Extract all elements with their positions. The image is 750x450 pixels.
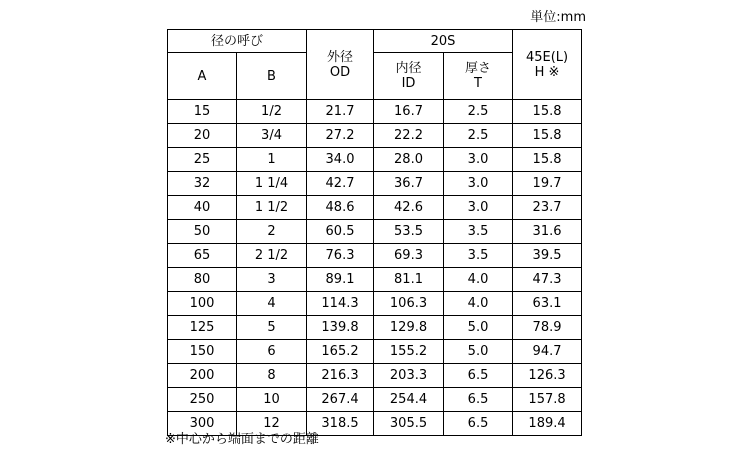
table-row: [168, 316, 582, 340]
cell-t: 3.0: [444, 172, 513, 196]
cell-h: 126.3: [513, 364, 582, 388]
cell-t: 5.0: [444, 340, 513, 364]
table-row: [168, 148, 582, 172]
table-row: [168, 100, 582, 124]
header-outer-diameter: [307, 30, 374, 100]
cell-a: 50: [168, 220, 237, 244]
cell-h: 19.7: [513, 172, 582, 196]
cell-h: 15.8: [513, 148, 582, 172]
cell-h: 23.7: [513, 196, 582, 220]
cell-id: 155.2: [374, 340, 444, 364]
cell-a: 250: [168, 388, 237, 412]
cell-t: 3.5: [444, 244, 513, 268]
cell-b: 4: [237, 292, 307, 316]
cell-h: 15.8: [513, 124, 582, 148]
header-id-abbr: ID: [401, 76, 416, 91]
cell-b: 1: [237, 148, 307, 172]
cell-t: 5.0: [444, 316, 513, 340]
cell-a: 65: [168, 244, 237, 268]
cell-od: 216.3: [307, 364, 374, 388]
header-thickness: [444, 53, 513, 100]
cell-a: 40: [168, 196, 237, 220]
cell-a: 300: [168, 412, 237, 436]
table-row: [168, 292, 582, 316]
cell-id: 129.8: [374, 316, 444, 340]
cell-h: 78.9: [513, 316, 582, 340]
cell-h: 39.5: [513, 244, 582, 268]
cell-t: 4.0: [444, 292, 513, 316]
header-height: [513, 30, 582, 100]
cell-od: 267.4: [307, 388, 374, 412]
table-row: [168, 220, 582, 244]
cell-od: 139.8: [307, 316, 374, 340]
cell-id: 254.4: [374, 388, 444, 412]
header-row-1: [168, 30, 582, 53]
header-b: B: [237, 53, 307, 100]
cell-od: 42.7: [307, 172, 374, 196]
cell-od: 114.3: [307, 292, 374, 316]
table-row: [168, 172, 582, 196]
cell-id: 305.5: [374, 412, 444, 436]
cell-id: 203.3: [374, 364, 444, 388]
cell-b: 2: [237, 220, 307, 244]
table-row: [168, 268, 582, 292]
cell-h: 31.6: [513, 220, 582, 244]
header-h-abbr: H ※: [534, 64, 560, 80]
cell-a: 125: [168, 316, 237, 340]
cell-id: 16.7: [374, 100, 444, 124]
cell-t: 3.5: [444, 220, 513, 244]
cell-b: 8: [237, 364, 307, 388]
header-id-label: 内径: [395, 61, 422, 76]
table-row: [168, 388, 582, 412]
cell-od: 165.2: [307, 340, 374, 364]
cell-b: 5: [237, 316, 307, 340]
cell-t: 6.5: [444, 388, 513, 412]
cell-a: 25: [168, 148, 237, 172]
cell-id: 42.6: [374, 196, 444, 220]
cell-a: 200: [168, 364, 237, 388]
table-row: [168, 124, 582, 148]
cell-id: 22.2: [374, 124, 444, 148]
cell-b: 12: [237, 412, 307, 436]
cell-a: 32: [168, 172, 237, 196]
cell-t: 3.0: [444, 196, 513, 220]
cell-b: 6: [237, 340, 307, 364]
cell-t: 6.5: [444, 412, 513, 436]
cell-h: 94.7: [513, 340, 582, 364]
cell-od: 76.3: [307, 244, 374, 268]
cell-t: 4.0: [444, 268, 513, 292]
table-row: [168, 244, 582, 268]
pipe-dimension-table: [167, 29, 582, 436]
cell-od: 21.7: [307, 100, 374, 124]
header-nominal-size: 径の呼び: [168, 30, 307, 53]
cell-id: 81.1: [374, 268, 444, 292]
cell-a: 100: [168, 292, 237, 316]
header-a: A: [168, 53, 237, 100]
cell-h: 157.8: [513, 388, 582, 412]
cell-t: 3.0: [444, 148, 513, 172]
cell-id: 36.7: [374, 172, 444, 196]
cell-t: 2.5: [444, 100, 513, 124]
cell-a: 15: [168, 100, 237, 124]
table-row: [168, 196, 582, 220]
cell-h: 63.1: [513, 292, 582, 316]
cell-h: 189.4: [513, 412, 582, 436]
unit-label: 単位:mm: [530, 10, 586, 25]
cell-t: 2.5: [444, 124, 513, 148]
cell-id: 28.0: [374, 148, 444, 172]
table-row: [168, 364, 582, 388]
header-od-abbr: OD: [329, 64, 351, 80]
header-schedule: 20S: [374, 30, 513, 53]
cell-b: 3/4: [237, 124, 307, 148]
footnote: ※中心から端面までの距離: [165, 432, 319, 447]
cell-a: 20: [168, 124, 237, 148]
cell-od: 89.1: [307, 268, 374, 292]
cell-od: 34.0: [307, 148, 374, 172]
cell-b: 2 1/2: [237, 244, 307, 268]
cell-t: 6.5: [444, 364, 513, 388]
cell-id: 53.5: [374, 220, 444, 244]
header-inner-diameter: [374, 53, 444, 100]
cell-od: 318.5: [307, 412, 374, 436]
header-t-abbr: T: [474, 76, 482, 91]
cell-h: 47.3: [513, 268, 582, 292]
cell-a: 150: [168, 340, 237, 364]
cell-b: 3: [237, 268, 307, 292]
cell-a: 80: [168, 268, 237, 292]
cell-od: 48.6: [307, 196, 374, 220]
cell-b: 1 1/2: [237, 196, 307, 220]
cell-b: 1 1/4: [237, 172, 307, 196]
header-h-label: 45E(L): [525, 49, 569, 65]
header-t-label: 厚さ: [465, 61, 492, 76]
header-od-label: 外径: [327, 49, 354, 65]
cell-b: 1/2: [237, 100, 307, 124]
cell-b: 10: [237, 388, 307, 412]
table-row: [168, 340, 582, 364]
cell-od: 27.2: [307, 124, 374, 148]
cell-h: 15.8: [513, 100, 582, 124]
cell-od: 60.5: [307, 220, 374, 244]
cell-id: 106.3: [374, 292, 444, 316]
cell-id: 69.3: [374, 244, 444, 268]
